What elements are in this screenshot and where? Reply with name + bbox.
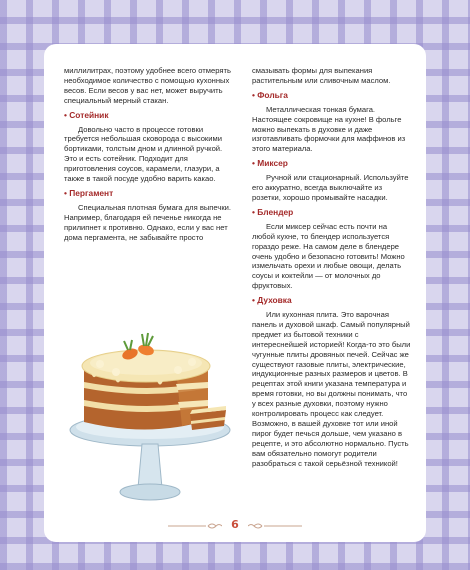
section-body-mikser: Ручной или стационарный. Используйте его аккуратно, всегда выключайте из розетки, хорошо промывайте насадки.: [252, 173, 409, 202]
left-intro-text: миллилитрах, поэтому удобнее всего отмерять необходимое количество с помощью кухонных весов. Если весов у вас нет, может выручить специальный мерный стакан.: [64, 66, 231, 105]
section-heading-pergament: • Пергамент: [64, 187, 114, 198]
section-body-blender: Если миксер сейчас есть почти на любой кухне, то блендер используется гораздо реже. На самом деле в блендере очень удобно и безопасно готовить! Можно измельчать орехи и любые овощи, делать соусы и коктейли — от молочных до фруктовых.: [252, 221, 405, 291]
section-heading-mikser: • Миксер: [252, 158, 288, 169]
section-body-pergament: Специальная плотная бумага для выпечки. Например, благодаря ей печенье никогда не прилипнет к противню. Однако, если у вас нет дома пергамента, не забывайте просто: [64, 202, 232, 242]
section-heading-soteinik: • Сотейник: [64, 109, 109, 120]
section-heading-blender: • Блендер: [252, 206, 294, 217]
section-body-soteinik: Довольно часто в процессе готовки требуется небольшая сковорода с высокими бортиками, толстым дном и длинной ручкой. Это и есть сотейник. Подходит для приготовления соусов, карамели, глазури, а также в такой посуде удобно варить какао.: [64, 124, 223, 184]
page-number: 6: [231, 518, 239, 531]
section-heading-folga: • Фольга: [252, 89, 288, 100]
footer-ornament-right: [248, 522, 302, 530]
footer-ornament-left: [168, 522, 222, 530]
section-body-folga: Металлическая тонкая бумага. Настоящее сокровище на кухне! В фольге можно выпекать в духовке и даже изготавливать формочки для маффинов из этого материала.: [252, 104, 406, 154]
left-column: [64, 66, 232, 243]
section-heading-dukhovka: • Духовка: [252, 295, 292, 306]
right-intro-text: смазывать формы для выпекания растительным или сливочным маслом.: [252, 66, 391, 85]
page-footer: [44, 514, 426, 538]
right-column: [252, 66, 412, 469]
book-page: [44, 44, 426, 542]
carrot-cake-illustration: [58, 310, 238, 510]
section-body-dukhovka: Или кухонная плита. Это варочная панель и духовой шкаф. Самый популярный предмет из бытовой техники с интереснейшей историей! Когда-то это были чугунные плиты дровяных печей. Сейчас же существуют газовые плиты, электрические, индукционные разных размеров и цветов. В рецептах этой книги указана температура и время готовки, но вы должны понимать, что у всех разные духовки, поэтому нужно контролировать процесс как следует. Возможно, в вашей духовке тот или иной пирог будет печься дольше, чем указано в рецепте, и это абсолютно нормально. Пусть вам обязательно помогут родители разобраться с такой серьёзной техникой!: [252, 310, 411, 468]
